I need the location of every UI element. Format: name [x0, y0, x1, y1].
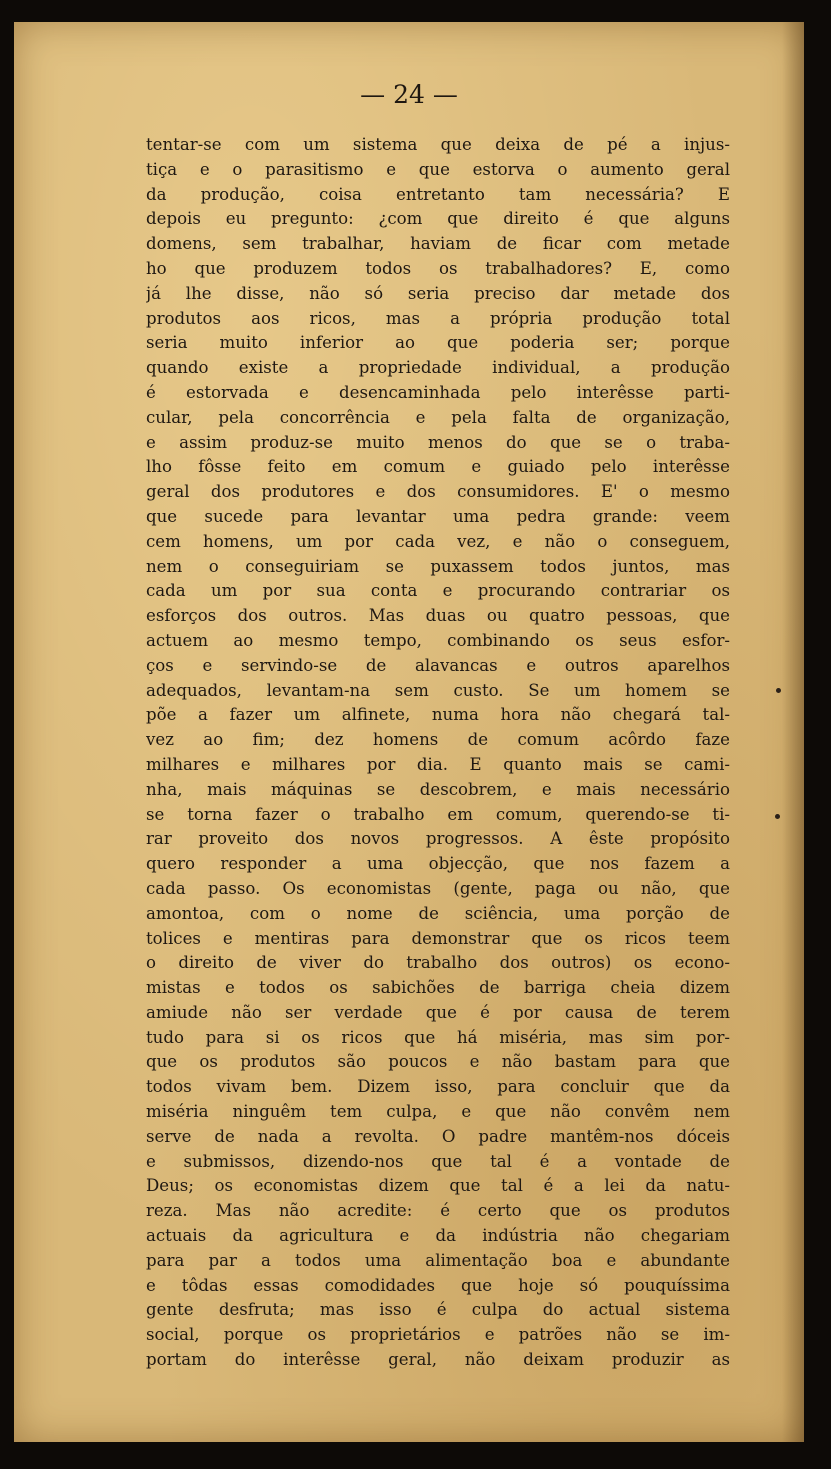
text-line: actuais da agricultura e da indústria não chegariam	[146, 1226, 730, 1246]
text-line: e assim produz-se muito menos do que se o traba-	[146, 432, 730, 452]
text-line: domens, sem trabalhar, haviam de ficar com metade	[146, 234, 730, 254]
text-line: mistas e todos os sabichões de barriga cheia dizem	[146, 978, 730, 998]
body-text	[146, 133, 730, 1373]
text-line: tentar-se com um sistema que deixa de pé a injus-	[146, 135, 730, 154]
text-line: portam do interêsse geral, não deixam produzir as	[146, 1350, 730, 1370]
text-line: adequados, levantam-na sem custo. Se um homem se	[146, 680, 730, 700]
text-line: ços e servindo-se de alavancas e outros aparelhos	[146, 655, 730, 675]
text-line: nem o conseguiriam se puxassem todos juntos, mas	[146, 556, 730, 576]
text-line: social, porque os proprietários e patrões não se im-	[146, 1325, 730, 1345]
text-line: cada passo. Os economistas (gente, paga ou não, que	[146, 878, 730, 898]
text-line: se torna fazer o trabalho em comum, querendo-se ti-	[146, 804, 730, 824]
text-line: todos vivam bem. Dizem isso, para concluir que da	[146, 1077, 730, 1097]
text-line: já lhe disse, não só seria preciso dar metade dos	[146, 283, 730, 303]
paper-sheet	[14, 22, 804, 1442]
text-line: que sucede para levantar uma pedra grande: veem	[146, 506, 730, 526]
text-line: cem homens, um por cada vez, e não o conseguem,	[146, 531, 730, 551]
text-line: quero responder a uma objecção, que nos fazem a	[146, 854, 730, 874]
text-line: milhares e milhares por dia. E quanto mais se cami-	[146, 754, 730, 774]
ink-speck	[775, 814, 780, 819]
text-line: tolices e mentiras para demonstrar que os ricos teem	[146, 928, 730, 948]
text-line: cular, pela concorrência e pela falta de organização,	[146, 407, 730, 427]
text-line: e tôdas essas comodidades que hoje só pouquíssima	[146, 1275, 730, 1295]
text-line: lho fôsse feito em comum e guiado pelo interêsse	[146, 457, 730, 477]
text-line: rar proveito dos novos progressos. A êste propósito	[146, 829, 730, 849]
text-line: gente desfruta; mas isso é culpa do actual sistema	[146, 1300, 730, 1320]
text-line: miséria ninguêm tem culpa, e que não convêm nem	[146, 1102, 730, 1122]
text-line: actuem ao mesmo tempo, combinando os seus esfor-	[146, 630, 730, 650]
text-line: põe a fazer um alfinete, numa hora não chegará tal-	[146, 705, 730, 725]
text-line: que os produtos são poucos e não bastam para que	[146, 1052, 730, 1072]
text-line: é estorvada e desencaminhada pelo interêsse parti-	[146, 382, 730, 402]
text-line: vez ao fim; dez homens de comum acôrdo faze	[146, 730, 730, 750]
page-number: — 24 —	[360, 80, 458, 109]
text-line: reza. Mas não acredite: é certo que os produtos	[146, 1201, 730, 1221]
text-line: amontoa, com o nome de sciência, uma porção de	[146, 903, 730, 923]
text-line: Deus; os economistas dizem que tal é a lei da natu-	[146, 1176, 730, 1196]
text-line: da produção, coisa entretanto tam necessária? E	[146, 184, 730, 204]
text-line: serve de nada a revolta. O padre mantêm-nos dóceis	[146, 1126, 730, 1146]
text-line: esforços dos outros. Mas duas ou quatro pessoas, que	[146, 606, 730, 626]
text-line: e submissos, dizendo-nos que tal é a vontade de	[146, 1151, 730, 1171]
text-line: nha, mais máquinas se descobrem, e mais necessário	[146, 779, 730, 799]
text-line: amiude não ser verdade que é por causa de terem	[146, 1002, 730, 1022]
text-line: depois eu pregunto: ¿com que direito é que alguns	[146, 209, 730, 229]
text-line: tiça e o parasitismo e que estorva o aumento geral	[146, 159, 730, 179]
text-line: tudo para si os ricos que há miséria, mas sim por-	[146, 1027, 730, 1047]
text-line: seria muito inferior ao que poderia ser; porque	[146, 333, 730, 353]
paper-edge-shadow	[782, 22, 804, 1442]
text-line: o direito de viver do trabalho dos outros) os econo-	[146, 953, 730, 973]
text-line: quando existe a propriedade individual, a produção	[146, 358, 730, 378]
text-line: ho que produzem todos os trabalhadores? E, como	[146, 258, 730, 278]
text-line: geral dos produtores e dos consumidores. E' o mesmo	[146, 482, 730, 502]
text-line: para par a todos uma alimentação boa e abundante	[146, 1250, 730, 1270]
text-line: cada um por sua conta e procurando contrariar os	[146, 581, 730, 601]
text-line: produtos aos ricos, mas a própria produção total	[146, 308, 730, 328]
ink-speck	[776, 688, 781, 693]
